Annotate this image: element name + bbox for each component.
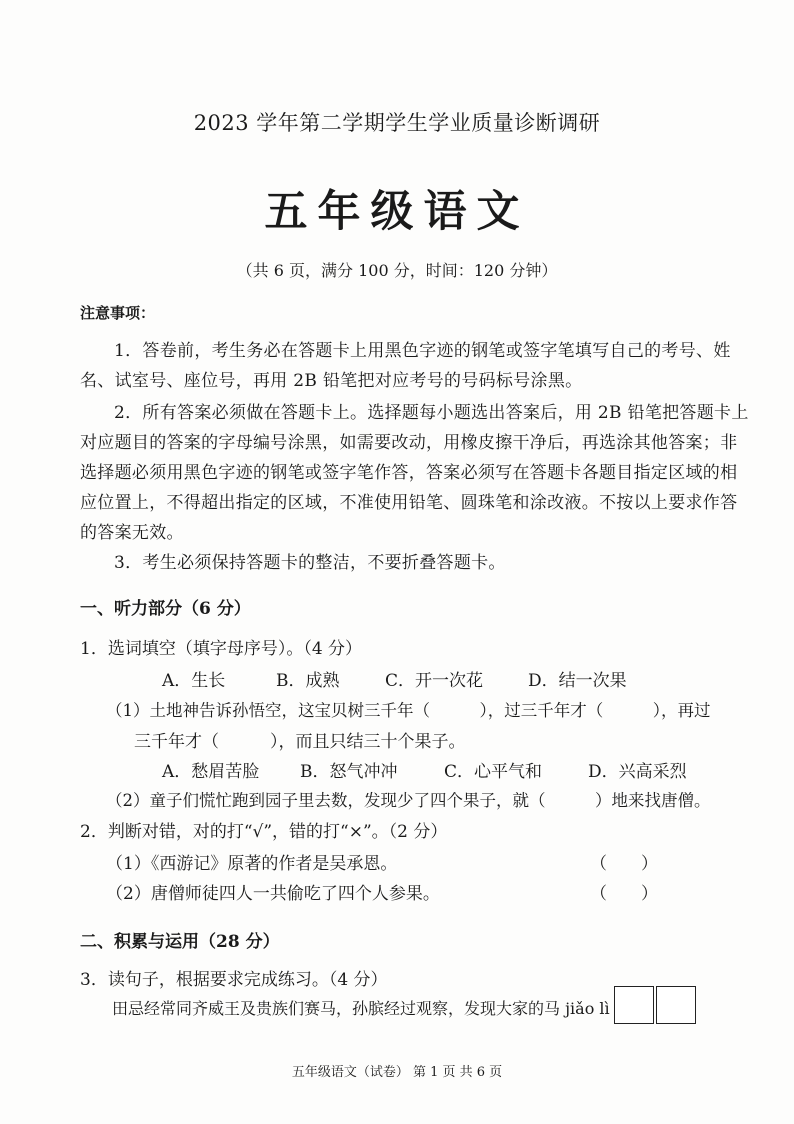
notice-line: 对应题目的答案的字母编号涂黑，如需要改动，用橡皮擦干净后，再选涂其他答案；非 (80, 433, 738, 453)
option: A．愁眉苦脸 (162, 762, 260, 782)
sub-question: （2）童子们慌忙跑到园子里去数，发现少了四个果子，就（ ）地来找唐僧。 (106, 791, 711, 810)
notice-line: 2．所有答案必须做在答题卡上。选择题每小题选出答案后，用 2B 铅笔把答题卡上 (114, 403, 749, 423)
sub-question-continued: 三千年才（ ），而且只结三十个果子。 (134, 732, 466, 752)
page-footer: 五年级语文（试卷） 第 1 页 共 6 页 (291, 1065, 503, 1080)
sub-question: （2）唐僧师徒四人一共偷吃了四个人参果。 (106, 884, 440, 904)
notice-line: 选择题必须用黑色字迹的钢笔或签字笔作答，答案必须写在答题卡各题目指定区域的相 (80, 463, 738, 483)
notice-line: 3．考生必须保持答题卡的整洁，不要折叠答题卡。 (114, 553, 506, 573)
notice-line: 的答案无效。 (80, 523, 184, 543)
option: D．兴高采烈 (588, 762, 687, 782)
answer-paren: （ ） (590, 854, 658, 874)
option: C．心平气和 (444, 762, 543, 782)
notice-heading: 注意事项： (80, 304, 156, 322)
section-heading: 二、积累与运用（28 分） (80, 932, 280, 952)
question-stem: 2．判断对错，对的打“√”，错的打“×”。（2 分） (80, 822, 448, 842)
option: B．成熟 (276, 671, 340, 691)
question-stem: 1．选词填空（填字母序号）。（4 分） (80, 639, 363, 659)
sub-question: （1）土地神告诉孙悟空，这宝贝树三千年（ ），过三千年才（ ），再过 (106, 701, 711, 720)
section-heading: 一、听力部分（6 分） (80, 599, 251, 619)
answer-paren: （ ） (590, 884, 658, 904)
option: B．怒气冲冲 (300, 762, 398, 782)
notice-line: 应位置上，不得超出指定的区域，不准使用铅笔、圆珠笔和涂改液。不按以上要求作答 (80, 493, 738, 513)
question-sentence: 田忌经常同齐威王及贵族们赛马，孙膑经过观察，发现大家的马 jiǎo lì (112, 999, 610, 1018)
exam-info: （共 6 页，满分 100 分，时间：120 分钟） (236, 261, 558, 280)
exam-title: 2023 学年第二学期学生学业质量诊断调研 (193, 111, 601, 135)
question-stem: 3．读句子，根据要求完成练习。（4 分） (80, 970, 388, 990)
option: C．开一次花 (385, 671, 484, 691)
notice-line: 1．答卷前，考生务必在答题卡上用黑色字迹的钢笔或签字笔填写自己的考号、姓 (114, 341, 731, 361)
option: A．生长 (162, 671, 226, 691)
notice-line: 名、试室号、座位号，再用 2B 铅笔把对应考号的号码标号涂黑。 (80, 371, 583, 391)
subject-title: 五年级语文 (264, 187, 530, 237)
sub-question: （1）《西游记》原著的作者是吴承恩。 (106, 854, 398, 874)
answer-box (614, 986, 654, 1024)
option: D．结一次果 (528, 671, 627, 691)
answer-box (656, 986, 696, 1024)
